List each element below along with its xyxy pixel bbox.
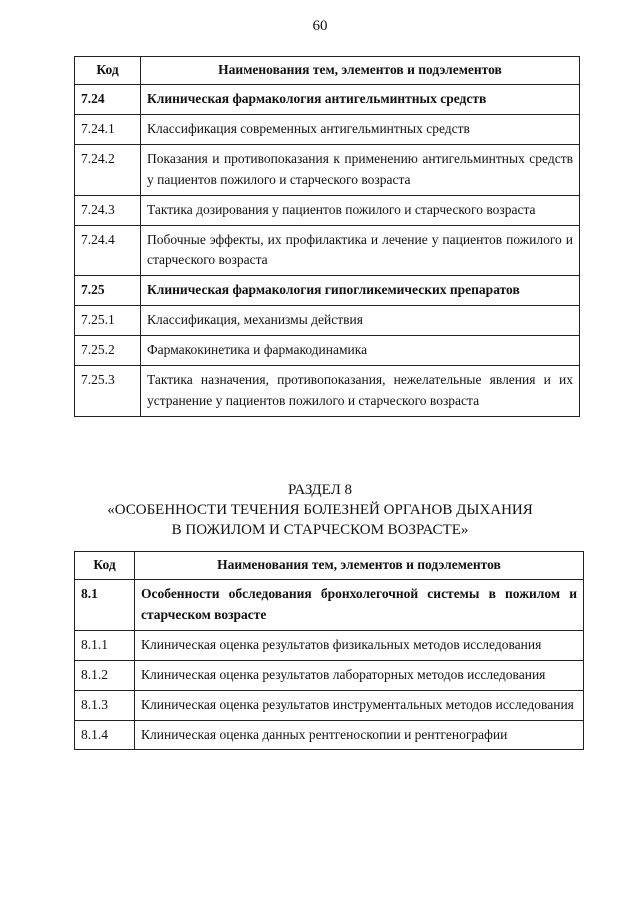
topic-code: 8.1.2 (75, 660, 135, 690)
table-header-row (75, 552, 584, 580)
table-row (75, 720, 584, 750)
table-row (75, 579, 584, 630)
topic-code: 7.24.4 (75, 225, 141, 276)
column-header-code: Код (75, 552, 135, 580)
topic-name: Клиническая фармакология антигельминтных средств (141, 84, 580, 114)
topic-code: 8.1.1 (75, 630, 135, 660)
table-row (75, 84, 580, 114)
topic-code: 7.25 (75, 276, 141, 306)
topic-name: Особенности обследования бронхолегочной системы в пожилом и старческом возрасте (135, 579, 584, 630)
table-row (75, 366, 580, 417)
topic-code: 7.25.2 (75, 336, 141, 366)
column-header-name: Наименования тем, элементов и подэлементов (135, 552, 584, 580)
table-row (75, 276, 580, 306)
topic-name: Клиническая оценка данных рентгеноскопии и рентгенографии (135, 720, 584, 750)
topic-name: Тактика дозирования у пациентов пожилого и старческого возраста (141, 195, 580, 225)
topic-code: 8.1 (75, 579, 135, 630)
topic-name: Клиническая оценка результатов лабораторных методов исследования (135, 660, 584, 690)
table-row (75, 336, 580, 366)
table-header-row (75, 57, 580, 85)
table-row (75, 660, 584, 690)
topic-name: Тактика назначения, противопоказания, нежелательные явления и их устранение у пациентов пожилого и старческого возраста (141, 366, 580, 417)
table-row (75, 225, 580, 276)
table-row (75, 114, 580, 144)
column-header-code: Код (75, 57, 141, 85)
section-title-line-2: В ПОЖИЛОМ И СТАРЧЕСКОМ ВОЗРАСТЕ» (171, 521, 469, 538)
topic-code: 7.24.1 (75, 114, 141, 144)
table-row (75, 690, 584, 720)
section-title-line-1: «ОСОБЕННОСТИ ТЕЧЕНИЯ БОЛЕЗНЕЙ ОРГАНОВ ДЫХАНИЯ (107, 501, 533, 518)
topics-table-section-8 (74, 551, 584, 750)
topic-name: Классификация, механизмы действия (141, 306, 580, 336)
table-row (75, 630, 584, 660)
topic-code: 7.24.2 (75, 144, 141, 195)
topic-name: Клиническая оценка результатов инструментальных методов исследования (135, 690, 584, 720)
topic-name: Клиническая фармакология гипогликемических препаратов (141, 276, 580, 306)
topic-code: 7.25.3 (75, 366, 141, 417)
section-number: РАЗДЕЛ 8 (287, 482, 353, 498)
page-number: 60 (312, 18, 328, 34)
table-row (75, 144, 580, 195)
column-header-name: Наименования тем, элементов и подэлементов (141, 57, 580, 85)
topic-code: 7.24.3 (75, 195, 141, 225)
topic-name: Классификация современных антигельминтных средств (141, 114, 580, 144)
topic-name: Клиническая оценка результатов физикальных методов исследования (135, 630, 584, 660)
topic-code: 8.1.4 (75, 720, 135, 750)
topics-table-section-7 (74, 56, 580, 417)
topic-name: Фармакокинетика и фармакодинамика (141, 336, 580, 366)
topic-code: 8.1.3 (75, 690, 135, 720)
table-row (75, 306, 580, 336)
table-row (75, 195, 580, 225)
section-heading (0, 481, 640, 540)
topic-code: 7.25.1 (75, 306, 141, 336)
topic-name: Побочные эффекты, их профилактика и лечение у пациентов пожилого и старческого возраста (141, 225, 580, 276)
topic-name: Показания и противопоказания к применению антигельминтных средств у пациентов пожилого и старческого возраста (141, 144, 580, 195)
topic-code: 7.24 (75, 84, 141, 114)
